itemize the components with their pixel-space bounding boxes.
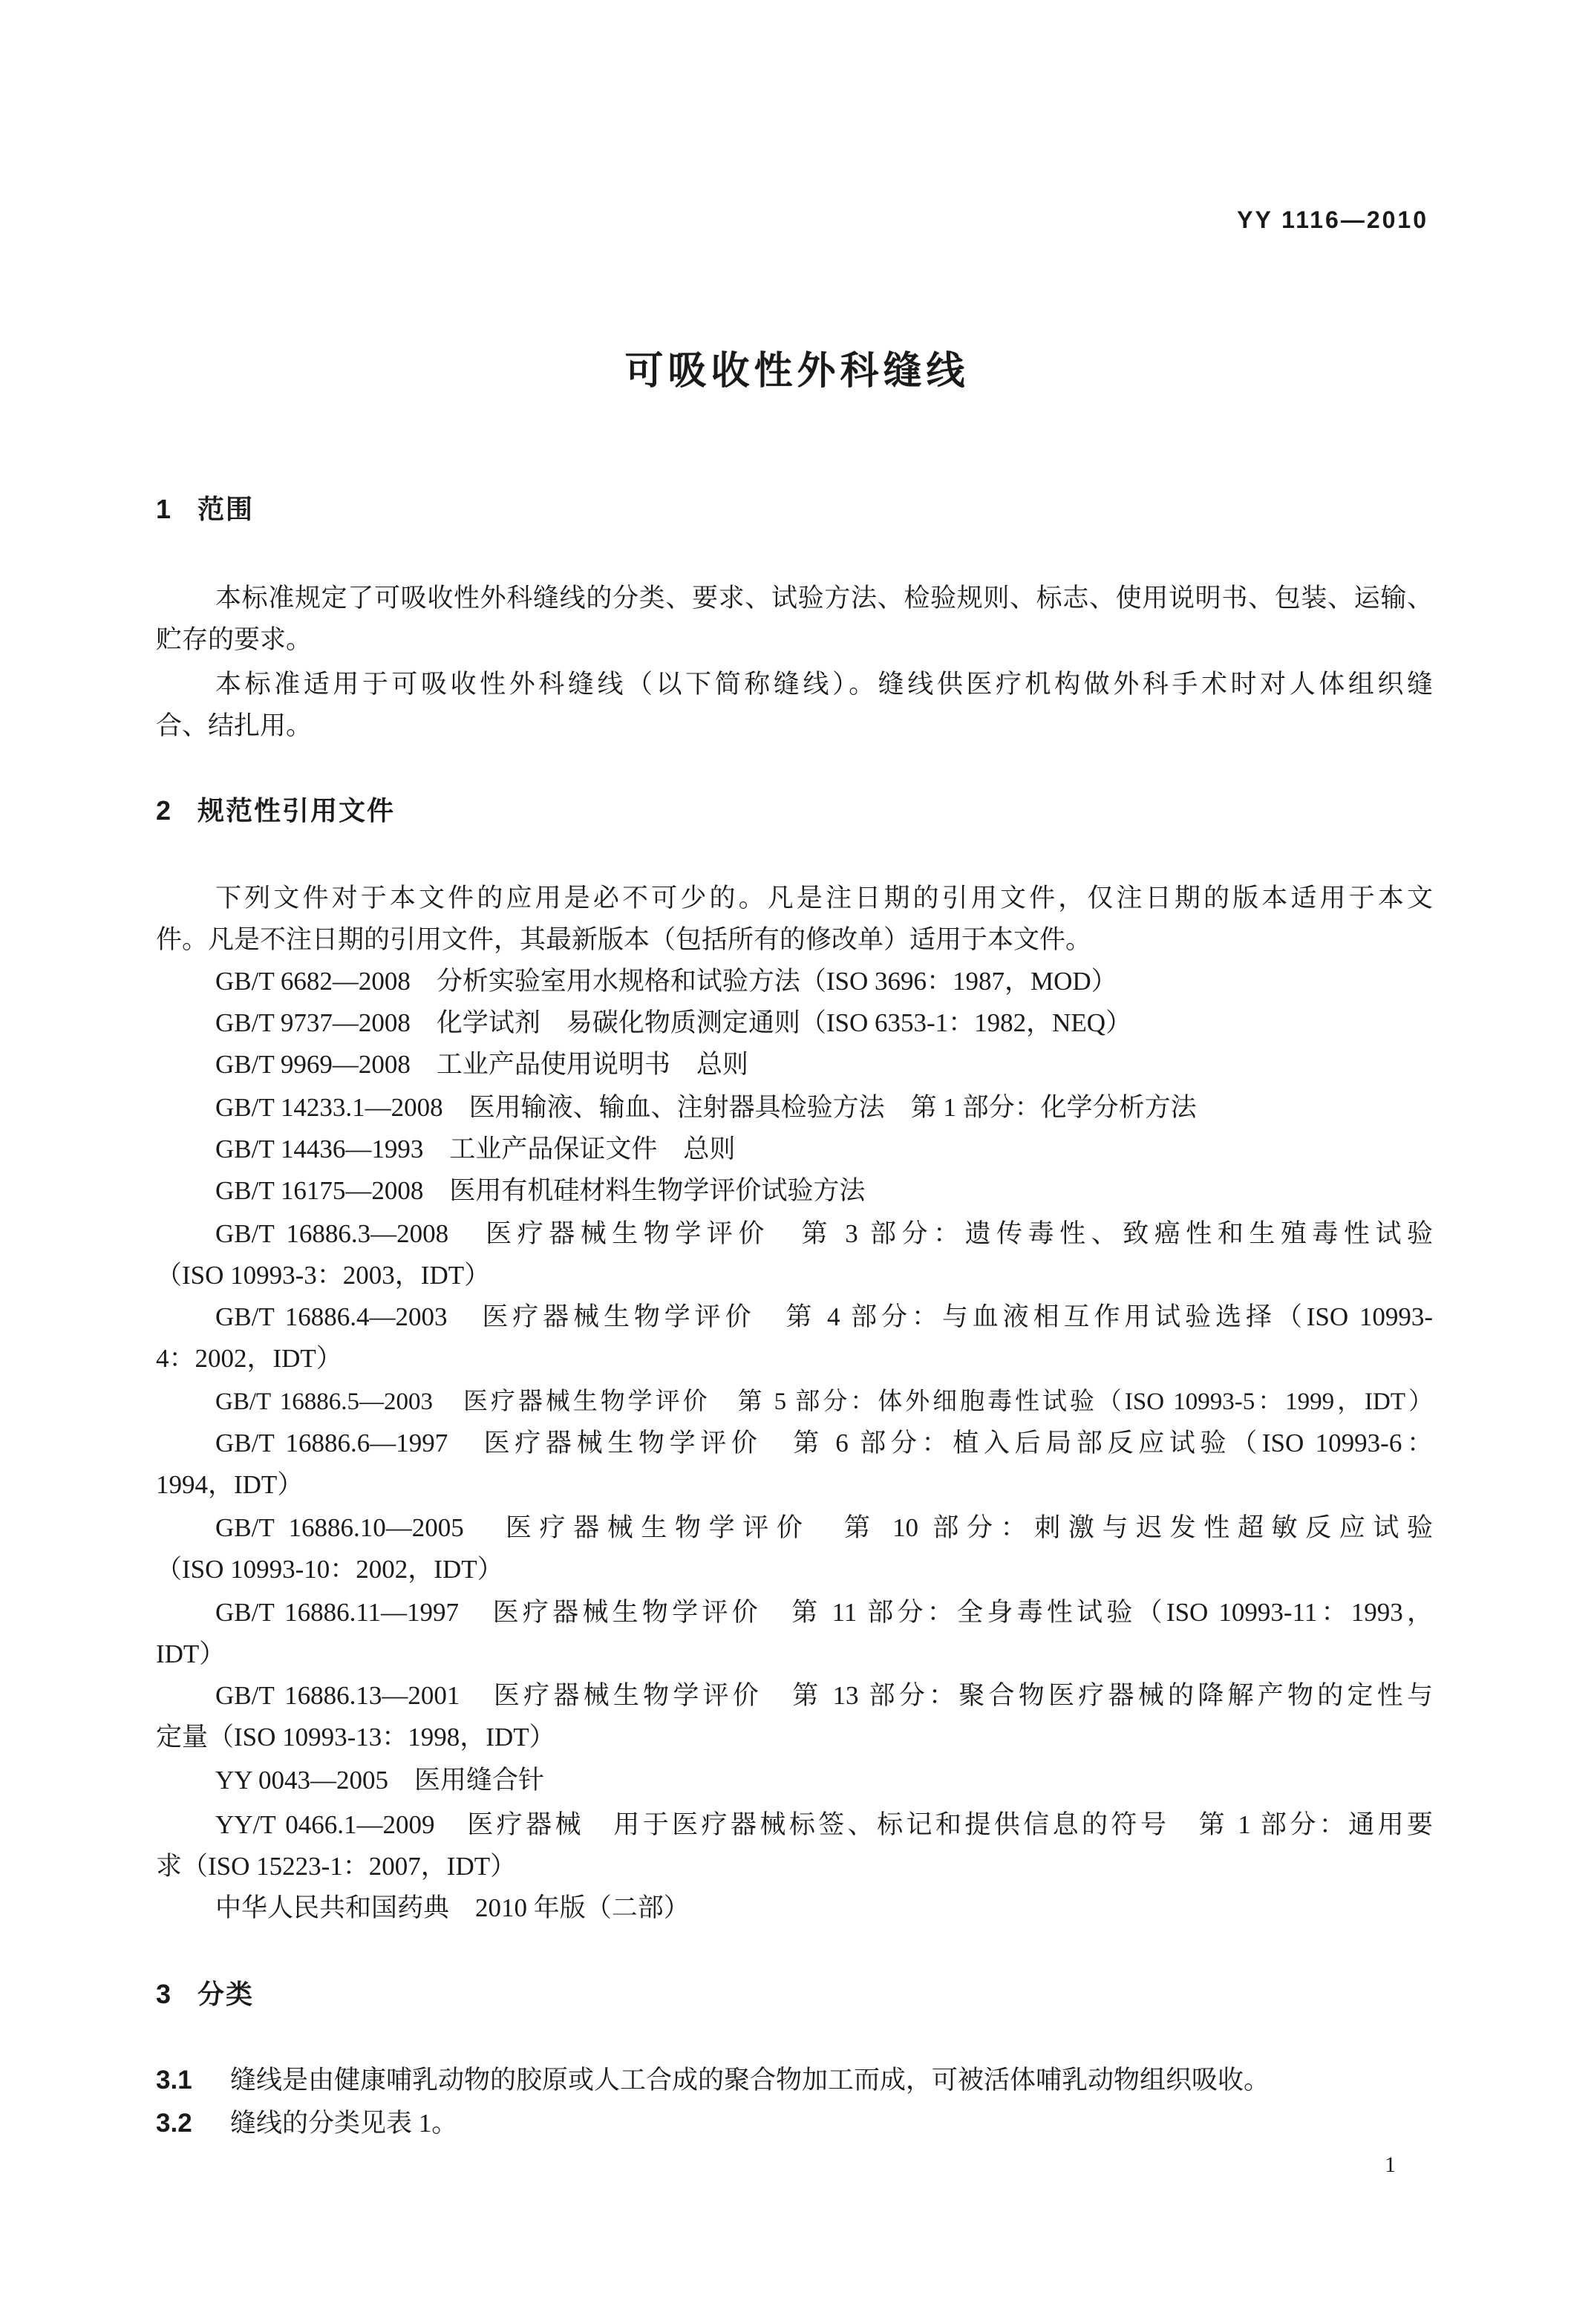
section-number: 1 — [156, 494, 173, 524]
section-title: 范围 — [197, 494, 255, 524]
reference-entry-line: 定量（ISO 10993-13：1998，IDT） — [156, 1723, 555, 1752]
reference-entry-line: GB/T 6682—2008 分析实验室用水规格和试验方法（ISO 3696：1987，MOD） — [215, 967, 1117, 996]
reference-entry-line: YY 0043—2005 医用缝合针 — [215, 1766, 545, 1795]
clause-3-2 — [156, 2103, 1433, 2144]
clause-3-1 — [156, 2060, 1433, 2101]
reference-entry-line: IDT） — [156, 1639, 226, 1668]
reference-entry-line: GB/T 16886.13—2001 医疗器械生物学评价 第 13 部分：聚合物医疗器械的降解产物的定性与 — [215, 1681, 1433, 1710]
section-number: 2 — [156, 795, 173, 826]
reference-entry-line: （ISO 10993-3：2003，IDT） — [156, 1261, 491, 1290]
section-title: 规范性引用文件 — [197, 795, 396, 826]
reference-entry-line: GB/T 14233.1—2008 医用输液、输血、注射器具检验方法 第 1 部分：化学分析方法 — [215, 1093, 1197, 1122]
reference-entry-line: 中华人民共和国药典 2010 年版（二部） — [215, 1893, 690, 1922]
paragraph-line: 合、结扎用。 — [156, 711, 313, 740]
paragraph-line: 下列文件对于本文件的应用是必不可少的。凡是注日期的引用文件，仅注日期的版本适用于本文 — [215, 884, 1433, 913]
section-number: 3 — [156, 1979, 173, 2009]
reference-entry-line: GB/T 9969—2008 工业产品使用说明书 总则 — [215, 1050, 748, 1079]
section-heading-normative-references — [156, 790, 1433, 832]
section-title: 分类 — [197, 1979, 255, 2009]
paragraph-line: 贮存的要求。 — [156, 625, 313, 654]
reference-entry-line: 1994，IDT） — [156, 1470, 304, 1499]
reference-entry-line: GB/T 9737—2008 化学试剂 易碳化物质测定通则（ISO 6353-1：1982，NEQ） — [215, 1008, 1132, 1037]
reference-entry-line: GB/T 16886.11—1997 医疗器械生物学评价 第 11 部分：全身毒性试验（ISO 10993-11：1993， — [215, 1598, 1433, 1627]
section-heading-classification — [156, 1974, 1433, 2015]
paragraph-line: 本标准适用于可吸收性外科缝线（以下简称缝线）。缝线供医疗机构做外科手术时对人体组织缝 — [215, 670, 1433, 699]
reference-entry-line: GB/T 16886.4—2003 医疗器械生物学评价 第 4 部分：与血液相互作用试验选择（ISO 10993- — [215, 1302, 1433, 1331]
clause-number: 3.2 — [156, 2109, 192, 2138]
reference-entry-line: GB/T 16886.5—2003 医疗器械生物学评价 第 5 部分：体外细胞毒性试验（ISO 10993-5：1999，IDT） — [215, 1388, 1433, 1415]
reference-entry-line: GB/T 16886.3—2008 医疗器械生物学评价 第 3 部分：遗传毒性、致癌性和生殖毒性试验 — [215, 1219, 1433, 1248]
reference-entry-line: GB/T 14436—1993 工业产品保证文件 总则 — [215, 1135, 736, 1163]
clause-number: 3.1 — [156, 2066, 192, 2095]
paragraph-line: 件。凡是不注日期的引用文件，其最新版本（包括所有的修改单）适用于本文件。 — [156, 925, 1092, 954]
reference-entry-line: GB/T 16886.6—1997 医疗器械生物学评价 第 6 部分：植入后局部反应试验（ISO 10993-6： — [215, 1429, 1433, 1458]
reference-entry-line: （ISO 10993-10：2002，IDT） — [156, 1555, 503, 1584]
reference-entry-line: GB/T 16175—2008 医用有机硅材料生物学评价试验方法 — [215, 1176, 866, 1205]
page-number: 1 — [1385, 2152, 1396, 2177]
section-heading-scope — [156, 489, 1433, 530]
reference-entry-line: GB/T 16886.10—2005 医疗器械生物学评价 第 10 部分：刺激与迟发性超敏反应试验 — [215, 1513, 1433, 1542]
standard-number: YY 1116—2010 — [1237, 206, 1428, 233]
clause-text: 缝线是由健康哺乳动物的胶原或人工合成的聚合物加工而成，可被活体哺乳动物组织吸收。 — [230, 2066, 1270, 2095]
reference-entry-line: YY/T 0466.1—2009 医疗器械 用于医疗器械标签、标记和提供信息的符号 第 1 部分：通用要 — [215, 1810, 1433, 1839]
reference-entry-line: 4：2002，IDT） — [156, 1344, 342, 1373]
reference-entry-line: 求（ISO 15223-1：2007，IDT） — [156, 1852, 517, 1881]
document-title: 可吸收性外科缝线 — [624, 350, 970, 393]
clause-text: 缝线的分类见表 1。 — [230, 2109, 458, 2138]
paragraph-line: 本标准规定了可吸收性外科缝线的分类、要求、试验方法、检验规则、标志、使用说明书、包装、运输、 — [215, 584, 1433, 613]
